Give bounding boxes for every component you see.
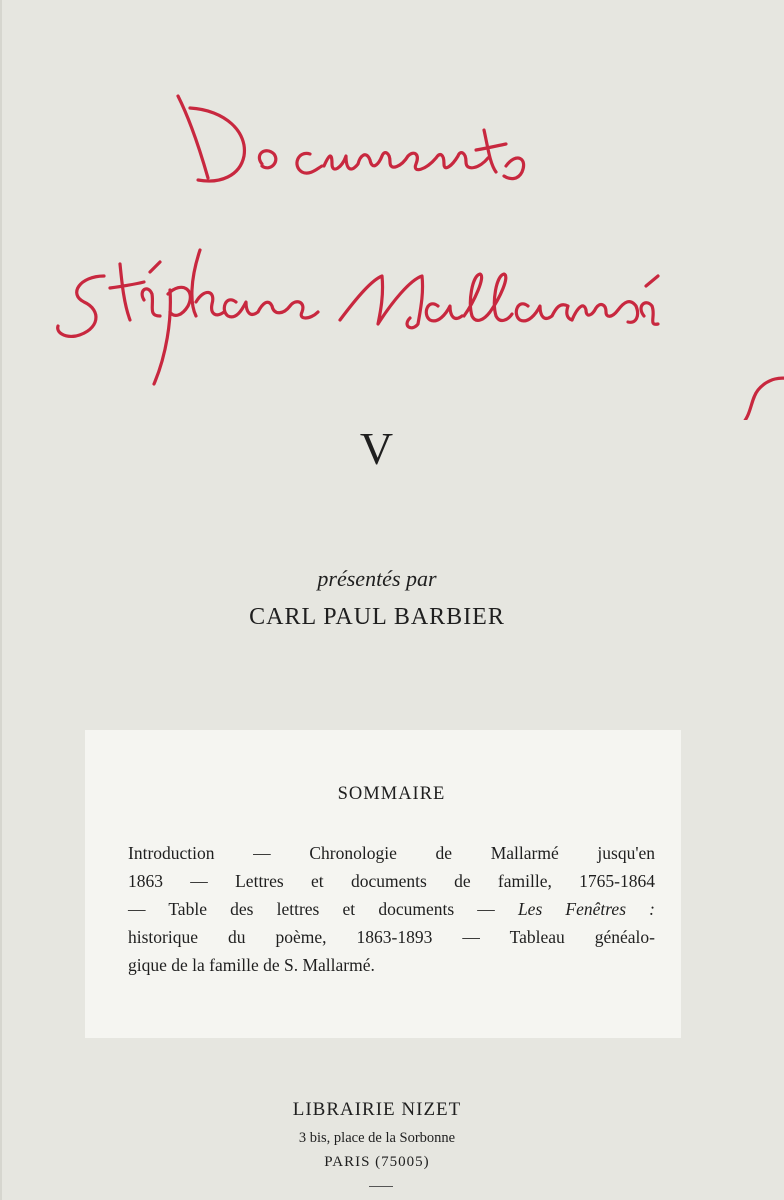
publisher-address: 3 bis, place de la Sorbonne [298,1130,456,1146]
editor-name: CARL PAUL BARBIER [249,604,505,630]
contents-line: historique du poème, 1863-1893 — Tableau généalo- [128,927,655,947]
contents-box [85,730,681,1038]
handwritten-title-graphic [40,80,784,420]
cover-left-edge [0,0,2,1200]
handwritten-title [40,80,784,420]
handwriting-stephane-t [110,264,144,320]
presented-by-label: présentés par [317,566,437,591]
handwriting-documents-ts [476,130,524,179]
handwriting-ink [58,96,784,420]
handwriting-mallarme-me [572,276,658,324]
handwriting-documents-umen [324,153,488,170]
handwriting-documents-d [178,96,244,181]
handwriting-mallarme-m [340,276,423,328]
contents-line: — Table des lettres et documents — Les Fenêtres : [128,899,655,919]
contents-line: gique de la famille de S. Mallarmé. [128,955,375,975]
handwriting-mallarme-ar [516,304,572,321]
contents-line: Introduction — Chronologie de Mallarmé jusqu'en [128,843,655,863]
handwriting-documents-o [259,151,275,168]
handwriting-stephane-ane [224,300,318,318]
handwriting-documents-c [297,153,322,173]
contents-line: 1863 — Lettres et documents de famille, 1765-1864 [128,871,655,891]
handwriting-mallarme-a [426,304,462,321]
contents-heading: SOMMAIRE [337,784,446,804]
handwriting-flourish [674,378,784,420]
poem-title: Les Fenêtres : [517,899,655,919]
publisher-name: LIBRAIRIE NIZET [292,1099,462,1120]
contents-text [128,839,655,979]
volume-number: V [359,423,395,474]
handwriting-mallarme-ll [464,274,512,320]
handwriting-stephane-e-accent [142,262,160,316]
handwriting-stephane-ph [154,250,224,384]
publisher-city: PARIS (75005) [324,1154,430,1170]
bottom-rule [369,1186,393,1187]
handwriting-stephane-s [58,276,104,336]
